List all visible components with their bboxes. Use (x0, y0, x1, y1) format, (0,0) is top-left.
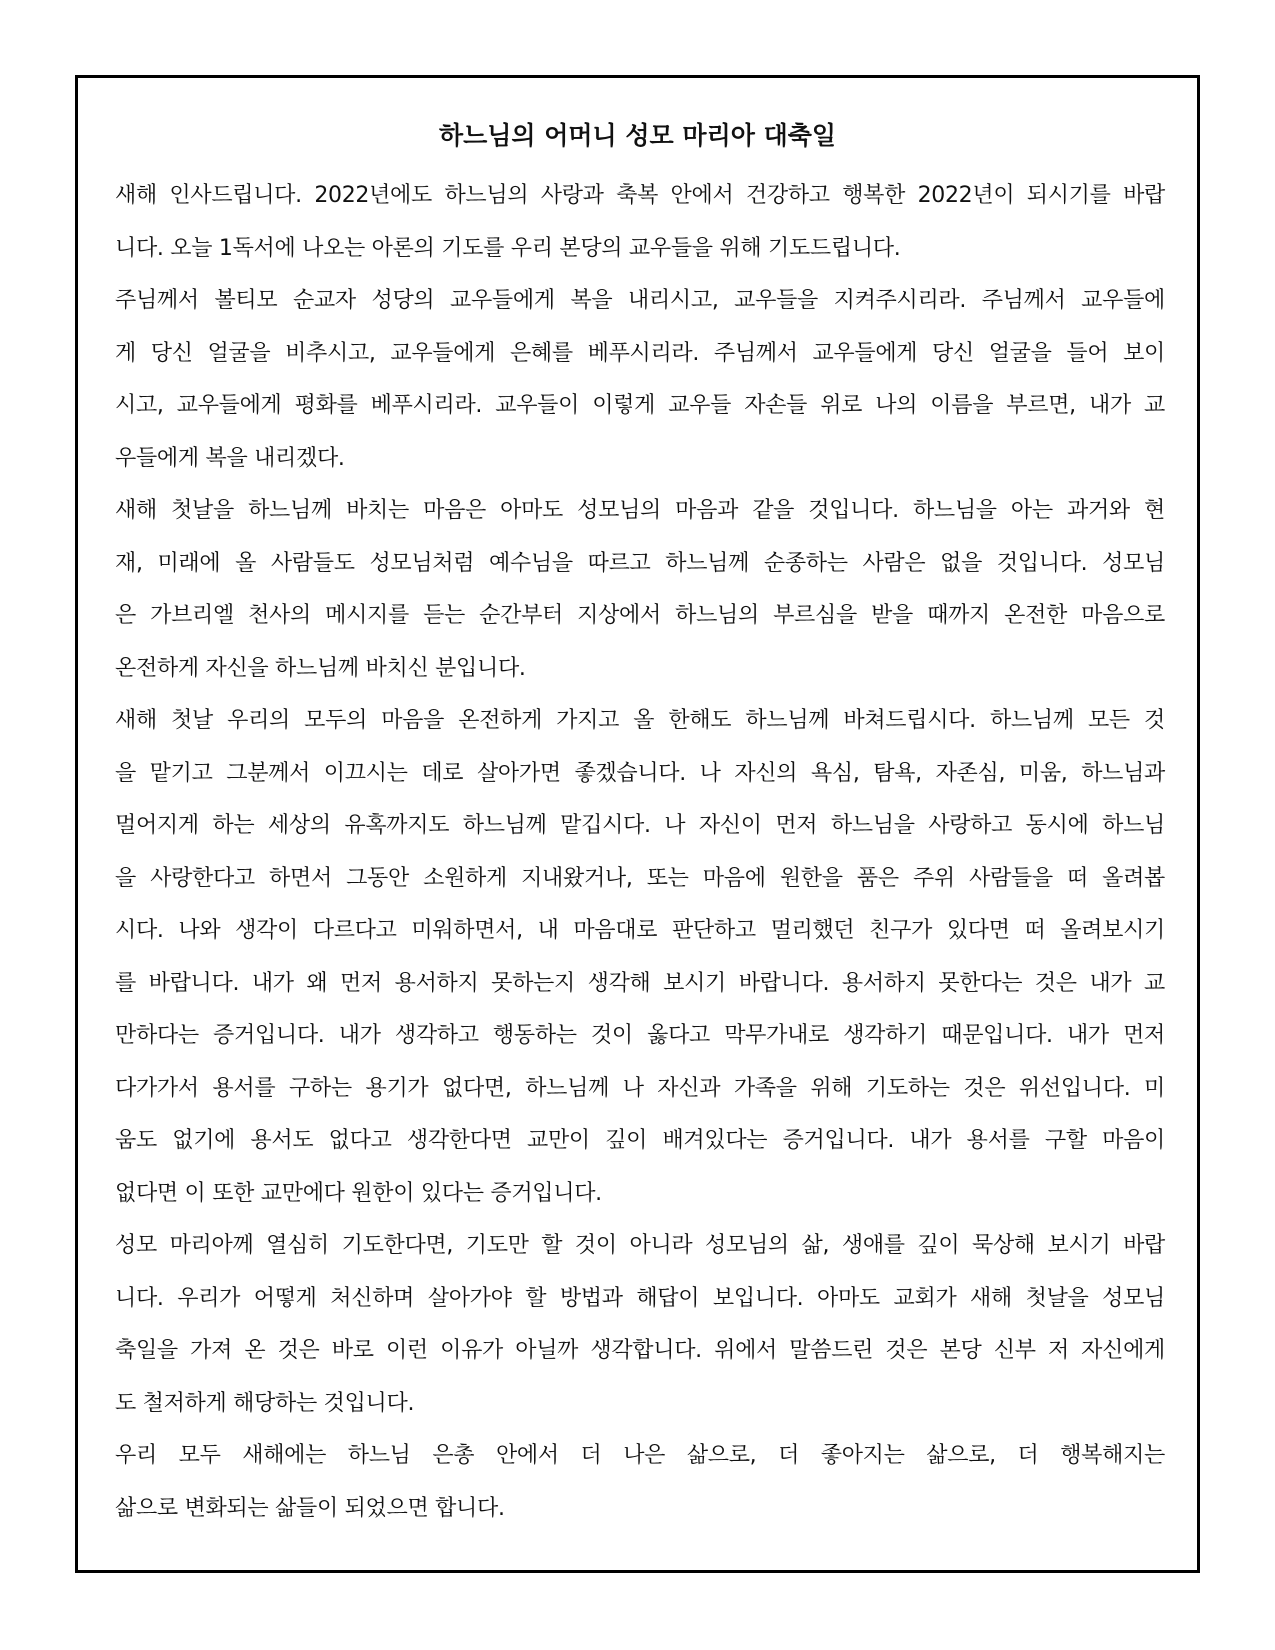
text-line: 시다. 나와 생각이 다르다고 미워하면서, 내 마음대로 판단하고 멀리했던 친구가 있다면 떠 올려보시기 (115, 918, 1165, 943)
text-line: 멀어지게 하는 세상의 유혹까지도 하느님께 맡깁시다. 나 자신이 먼저 하느님을 사랑하고 동시에 하느님 (115, 813, 1165, 838)
text-line: 재, 미래에 올 사람들도 성모님처럼 예수님을 따르고 하느님께 순종하는 사람은 없을 것입니다. 성모님 (115, 550, 1165, 576)
text-line: 만하다는 증거입니다. 내가 생각하고 행동하는 것이 옳다고 막무가내로 생각하기 때문입니다. 내가 먼저 (115, 1023, 1165, 1048)
text-line: 을 맡기고 그분께서 이끄시는 데로 살아가면 좋겠습니다. 나 자신의 욕심, 탐욕, 자존심, 미움, 하느님과 (115, 760, 1165, 786)
text-line: 를 바랍니다. 내가 왜 먼저 용서하지 못하는지 생각해 보시기 바랍니다. 용서하지 못한다는 것은 내가 교 (115, 970, 1165, 996)
text-line: 새해 인사드립니다. 2022년에도 하느님의 사랑과 축복 안에서 건강하고 행복한 2022년이 되시기를 바랍 (115, 183, 1165, 208)
text-line: 삶으로 변화되는 삶들이 되었으면 합니다. (115, 1495, 505, 1521)
text-line: 게 당신 얼굴을 비추시고, 교우들에게 은혜를 베푸시리라. 주님께서 교우들에게 당신 얼굴을 들어 보이 (115, 340, 1165, 366)
text-line: 축일을 가져 온 것은 바로 이런 이유가 아닐까 생각합니다. 위에서 말씀드린 것은 본당 신부 저 자신에게 (115, 1338, 1165, 1363)
text-line: 니다. 우리가 어떻게 처신하며 살아가야 할 방법과 해답이 보입니다. 아마도 교회가 새해 첫날을 성모님 (115, 1285, 1165, 1311)
text-line: 은 가브리엘 천사의 메시지를 듣는 순간부터 지상에서 하느님의 부르심을 받을 때까지 온전한 마음으로 (115, 603, 1165, 628)
text-line: 니다. 오늘 1독서에 나오는 아론의 기도를 우리 본당의 교우들을 위해 기도드립니다. (115, 235, 901, 261)
text-line: 우들에게 복을 내리겠다. (115, 445, 345, 471)
document-title: 하느님의 어머니 성모 마리아 대축일 (438, 121, 837, 150)
document-frame (75, 75, 1200, 1573)
text-line: 새해 첫날을 하느님께 바치는 마음은 아마도 성모님의 마음과 같을 것입니다. 하느님을 아는 과거와 현 (115, 498, 1165, 523)
text-line: 새해 첫날 우리의 모두의 마음을 온전하게 가지고 올 한해도 하느님께 바쳐드립시다. 하느님께 모든 것 (115, 708, 1165, 733)
text-line: 우리 모두 새해에는 하느님 은총 안에서 더 나은 삶으로, 더 좋아지는 삶으로, 더 행복해지는 (115, 1443, 1165, 1468)
text-line: 도 철저하게 해당하는 것입니다. (115, 1390, 415, 1416)
text-line: 시고, 교우들에게 평화를 베푸시리라. 교우들이 이렇게 교우들 자손들 위로 나의 이름을 부르면, 내가 교 (115, 393, 1165, 418)
text-line: 다가가서 용서를 구하는 용기가 없다면, 하느님께 나 자신과 가족을 위해 기도하는 것은 위선입니다. 미 (115, 1075, 1165, 1101)
text-line: 을 사랑한다고 하면서 그동안 소원하게 지내왔거나, 또는 마음에 원한을 품은 주위 사람들을 떠 올려봅 (115, 865, 1165, 891)
text-line: 온전하게 자신을 하느님께 바치신 분입니다. (115, 655, 526, 681)
document-body (115, 170, 1165, 1535)
text-line: 성모 마리아께 열심히 기도한다면, 기도만 할 것이 아니라 성모님의 삶, 생애를 깊이 묵상해 보시기 바랍 (115, 1233, 1165, 1258)
text-line: 주님께서 볼티모 순교자 성당의 교우들에게 복을 내리시고, 교우들을 지켜주시리라. 주님께서 교우들에 (115, 288, 1165, 313)
text-line: 없다면 이 또한 교만에다 원한이 있다는 증거입니다. (115, 1180, 602, 1206)
text-line: 움도 없기에 용서도 없다고 생각한다면 교만이 깊이 배겨있다는 증거입니다. 내가 용서를 구할 마음이 (115, 1128, 1165, 1153)
